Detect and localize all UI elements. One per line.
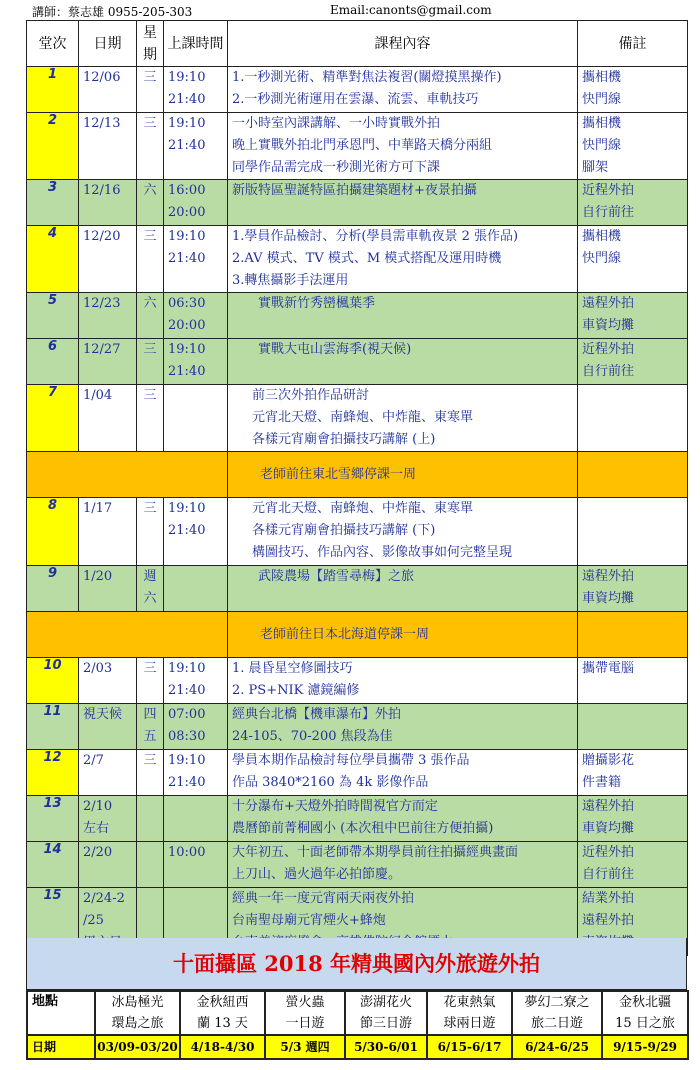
trip-destination-line: 球兩日遊 (443, 1016, 496, 1031)
lesson-date-line: 2/03 (83, 661, 113, 676)
lesson-note-line: 結業外拍 (582, 891, 635, 906)
lesson-content-line: 十分瀑布+天燈外拍時間視官方而定 (232, 799, 438, 814)
lesson-time-line: 19:10 (168, 70, 206, 85)
lesson-weekday (137, 339, 164, 385)
lesson-note (578, 180, 688, 226)
lesson-weekday (137, 293, 164, 339)
lesson-number: 1 (27, 67, 79, 113)
trip-date: 4/18-4/30 (180, 1035, 265, 1059)
trip-destination-line: 金秋北疆 (618, 995, 671, 1010)
lesson-note (578, 385, 688, 452)
lesson-note-line: 攜相機 (582, 116, 622, 131)
trip-date: 9/15-9/29 (602, 1035, 688, 1059)
lesson-content (228, 385, 578, 452)
lesson-date-line: 12/27 (83, 342, 121, 357)
trip-banner: 十面攝區 2018 年精典國內外旅遊外拍 (26, 938, 687, 990)
lesson-note (578, 566, 688, 612)
lesson-row (27, 842, 688, 888)
trip-date: 6/24-6/25 (512, 1035, 602, 1059)
lesson-content-line: 2. PS+NIK 濾鏡編修 (232, 683, 360, 698)
lesson-content-line: 一小時室內課講解、一小時實戰外拍 (232, 116, 441, 131)
lesson-note (578, 113, 688, 180)
cancel-notice-text: 老師前往東北雪鄉停課一周 (260, 466, 417, 482)
lesson-number: 7 (27, 385, 79, 452)
lesson-content-line: 元宵北天燈、南蜂炮、中炸龍、東寒單 (252, 410, 474, 425)
lesson-time-line: 10:00 (168, 845, 206, 860)
lesson-note-line: 快門線 (582, 92, 622, 107)
lesson-row (27, 67, 688, 113)
lesson-time-line: 19:10 (168, 753, 206, 768)
lesson-time (164, 293, 228, 339)
lesson-content-line: 作品 3840*2160 為 4k 影像作品 (232, 775, 429, 790)
lesson-date (79, 566, 137, 612)
trip-destination-line: 節三日游 (359, 1016, 412, 1031)
lesson-note-line: 遠程外拍 (582, 799, 635, 814)
lesson-content-line: 1. 晨昏星空修圖技巧 (232, 661, 353, 676)
lesson-date-line: 2/10 (83, 799, 113, 814)
lesson-row (27, 113, 688, 180)
cancel-notice-spacer (27, 612, 228, 658)
lesson-weekday-line: 三 (143, 116, 157, 131)
trip-destination-line: 一日遊 (285, 1016, 325, 1031)
trip-date: 03/09-03/20 (95, 1035, 180, 1059)
lesson-weekday (137, 704, 164, 750)
lesson-content-line: 學員本期作品檢討每位學員攜帶 3 張作品 (232, 753, 470, 768)
lesson-weekday (137, 113, 164, 180)
lesson-date-line: 1/04 (83, 388, 113, 403)
lesson-date (79, 113, 137, 180)
lesson-time (164, 842, 228, 888)
trip-destination (427, 991, 512, 1035)
lesson-weekday-line: 四 (143, 707, 157, 722)
lesson-content-line: 晚上實戰外拍北門承恩門、中華路天橋分兩組 (232, 138, 493, 153)
lesson-weekday-line: 三 (143, 342, 157, 357)
col-content-header: 課程內容 (228, 21, 578, 67)
trip-destination (95, 991, 180, 1035)
lesson-content-line: 構圖技巧、作品內容、影像故事如何完整呈現 (252, 545, 513, 560)
lesson-time-line: 19:10 (168, 229, 206, 244)
lesson-time-line: 16:00 (168, 183, 206, 198)
lesson-weekday-line: 三 (143, 501, 157, 516)
lesson-weekday-line: 六 (143, 183, 157, 198)
lesson-content-line: 同學作品需完成一秒測光術方可下課 (232, 160, 441, 175)
lesson-date (79, 339, 137, 385)
lesson-content (228, 704, 578, 750)
lesson-content (228, 226, 578, 293)
lesson-date (79, 704, 137, 750)
trip-destination-line: 環島之旅 (111, 1016, 164, 1031)
lesson-note-line: 快門線 (582, 138, 622, 153)
lesson-content (228, 67, 578, 113)
lesson-date (79, 226, 137, 293)
cancel-notice-spacer (27, 452, 228, 498)
lesson-content-line: 1.一秒測光術、精準對焦法複習(關燈摸黑操作) (232, 70, 502, 85)
trip-names-row (27, 991, 688, 1035)
lesson-note (578, 842, 688, 888)
lesson-time-line: 21:40 (168, 92, 206, 107)
trip-destination-line: 15 日之旅 (615, 1016, 675, 1031)
lesson-note-line: 近程外拍 (582, 845, 635, 860)
lesson-weekday (137, 226, 164, 293)
lesson-content-line: 實戰新竹秀巒楓葉季 (258, 296, 376, 311)
lesson-number: 8 (27, 498, 79, 566)
lesson-note (578, 750, 688, 796)
lesson-content-line: 武陵農場【踏雪尋梅】之旅 (258, 569, 415, 584)
col-weekday-header: 星期 (137, 21, 164, 67)
lesson-number: 11 (27, 704, 79, 750)
cancel-notice-row (27, 452, 688, 498)
trip-destination-line: 冰島極光 (111, 995, 164, 1010)
lesson-date-line: 12/06 (83, 70, 121, 85)
lesson-content (228, 796, 578, 842)
trip-date-label: 日期 (27, 1035, 95, 1059)
lesson-date (79, 385, 137, 452)
lesson-row (27, 658, 688, 704)
lesson-note-line: 近程外拍 (582, 183, 635, 198)
cancel-notice (228, 612, 578, 658)
trip-destination-line: 夢幻二寮之 (524, 995, 590, 1010)
cancel-notice-note (578, 612, 688, 658)
lesson-date-line: /25 (83, 913, 104, 928)
trip-destination-line: 花東熱氣 (443, 995, 496, 1010)
lesson-date (79, 796, 137, 842)
lesson-content-line: 前三次外拍作品研討 (252, 388, 370, 403)
lesson-note-line: 自行前往 (582, 364, 635, 379)
lesson-note-line: 自行前往 (582, 867, 635, 882)
lesson-content-line: 經典台北橋【機車瀑布】外拍 (232, 707, 402, 722)
lesson-time (164, 750, 228, 796)
lesson-number: 5 (27, 293, 79, 339)
trip-date: 6/15-6/17 (427, 1035, 512, 1059)
lesson-note (578, 67, 688, 113)
lesson-row (27, 704, 688, 750)
lesson-row (27, 293, 688, 339)
trip-destination (512, 991, 602, 1035)
lesson-time-line: 21:40 (168, 775, 206, 790)
lesson-time (164, 180, 228, 226)
lesson-number: 2 (27, 113, 79, 180)
lesson-date (79, 67, 137, 113)
trip-destination-line: 金秋紐西 (196, 995, 249, 1010)
trip-place-label: 地點 (27, 991, 95, 1035)
lesson-weekday-line: 六 (143, 296, 157, 311)
lesson-weekday-line: 三 (143, 388, 157, 403)
trip-destination-line: 蘭 13 天 (197, 1016, 248, 1031)
lesson-date (79, 180, 137, 226)
lesson-date (79, 498, 137, 566)
trip-destination-line: 螢火蟲 (285, 995, 325, 1010)
lesson-note (578, 226, 688, 293)
lesson-content (228, 498, 578, 566)
lesson-note-line: 件書籍 (582, 775, 622, 790)
lesson-content (228, 658, 578, 704)
lesson-row (27, 385, 688, 452)
lesson-time (164, 226, 228, 293)
lesson-weekday-line: 六 (143, 591, 157, 606)
lesson-weekday (137, 180, 164, 226)
lesson-content-line: 1.學員作品檢討、分析(學員需車軌夜景 2 張作品) (232, 229, 519, 244)
lesson-number: 13 (27, 796, 79, 842)
trip-date: 5/30-6/01 (345, 1035, 427, 1059)
lesson-time (164, 385, 228, 452)
lesson-note-line: 贈攝影花 (582, 753, 635, 768)
trip-destination (345, 991, 427, 1035)
lesson-weekday (137, 67, 164, 113)
lesson-date (79, 842, 137, 888)
lesson-number: 9 (27, 566, 79, 612)
lesson-time-line: 19:10 (168, 116, 206, 131)
lesson-time-line: 20:00 (168, 318, 206, 333)
lesson-note-line: 車資均攤 (582, 821, 635, 836)
lesson-time-line: 07:00 (168, 707, 206, 722)
lesson-weekday-line: 三 (143, 753, 157, 768)
lesson-date-line: 2/20 (83, 845, 113, 860)
lesson-note-line: 攜帶電腦 (582, 661, 635, 676)
lesson-date-line: 左右 (83, 821, 110, 836)
lesson-number: 6 (27, 339, 79, 385)
lesson-row (27, 339, 688, 385)
lesson-note-line: 腳架 (582, 160, 609, 175)
lesson-note-line: 近程外拍 (582, 342, 635, 357)
lesson-note-line: 自行前往 (582, 205, 635, 220)
lesson-time (164, 796, 228, 842)
lesson-note (578, 658, 688, 704)
lesson-content-line: 實戰大屯山雲海季(視天候) (258, 342, 412, 357)
lesson-time-line: 21:40 (168, 251, 206, 266)
lesson-time-line: 20:00 (168, 205, 206, 220)
email-contact: Email:canonts@gmail.com (330, 3, 492, 17)
lesson-time-line: 08:30 (168, 729, 206, 744)
lesson-note-line: 攜相機 (582, 70, 622, 85)
lesson-content-line: 24-105、70-200 焦段為佳 (232, 729, 393, 744)
cancel-notice-row (27, 612, 688, 658)
lesson-weekday-line: 三 (143, 661, 157, 676)
lesson-time (164, 658, 228, 704)
trip-destination (265, 991, 345, 1035)
page-header (0, 0, 700, 20)
cancel-notice-note (578, 452, 688, 498)
lesson-number: 3 (27, 180, 79, 226)
col-date-header: 日期 (79, 21, 137, 67)
lesson-content-line: 3.轉焦攝影手法運用 (232, 273, 349, 288)
lesson-time (164, 498, 228, 566)
lesson-note (578, 796, 688, 842)
lesson-date-line: 1/17 (83, 501, 113, 516)
lesson-date-line: 12/20 (83, 229, 121, 244)
lesson-time (164, 67, 228, 113)
lesson-time (164, 339, 228, 385)
lesson-content-line: 2.一秒測光術運用在雲瀑、流雲、車軌技巧 (232, 92, 479, 107)
lesson-content-line: 台南聖母廟元宵煙火+蜂炮 (232, 913, 386, 928)
lesson-content-line: 各樣元宵廟會拍攝技巧講解 (下) (252, 523, 436, 538)
lesson-time-line: 19:10 (168, 661, 206, 676)
lesson-row (27, 750, 688, 796)
lesson-note (578, 339, 688, 385)
lesson-note-line: 遠程外拍 (582, 296, 635, 311)
lesson-date-line: 2/7 (83, 753, 104, 768)
lesson-date-line: 視天候 (83, 707, 123, 722)
lesson-number: 14 (27, 842, 79, 888)
lesson-note-line: 攜相機 (582, 229, 622, 244)
lesson-weekday (137, 658, 164, 704)
lesson-weekday-line: 三 (143, 70, 157, 85)
lesson-weekday-line: 三 (143, 229, 157, 244)
schedule-table (26, 20, 688, 956)
trip-date: 5/3 週四 (265, 1035, 345, 1059)
lesson-content-line: 元宵北天燈、南蜂炮、中炸龍、東寒單 (252, 501, 474, 516)
lesson-time-line: 21:40 (168, 138, 206, 153)
lesson-date-line: 12/16 (83, 183, 121, 198)
lesson-time-line: 21:40 (168, 523, 206, 538)
lesson-note-line: 車資均攤 (582, 318, 635, 333)
lesson-content (228, 566, 578, 612)
lesson-time-line: 21:40 (168, 683, 206, 698)
lesson-time (164, 113, 228, 180)
lesson-time-line: 21:40 (168, 364, 206, 379)
cancel-notice-text: 老師前往日本北海道停課一周 (260, 626, 430, 642)
lesson-weekday-line: 五 (143, 729, 157, 744)
trip-table (26, 990, 689, 1060)
lesson-row (27, 498, 688, 566)
lesson-weekday-line: 週 (143, 569, 157, 584)
lesson-note (578, 293, 688, 339)
lesson-content-line: 經典一年一度元宵兩天兩夜外拍 (232, 891, 415, 906)
trip-destination (602, 991, 688, 1035)
lesson-date-line: 1/20 (83, 569, 113, 584)
lesson-content (228, 293, 578, 339)
lesson-row (27, 566, 688, 612)
col-note-header: 備註 (578, 21, 688, 67)
lesson-note-line: 遠程外拍 (582, 913, 635, 928)
lesson-date-line: 12/13 (83, 116, 121, 131)
lesson-content (228, 113, 578, 180)
lesson-time (164, 704, 228, 750)
lesson-content-line: 農曆節前菁桐國小 (本次租中巴前往方便拍攝) (232, 821, 494, 836)
teacher-contact: 講師：蔡志雄 0955-205-303 (32, 5, 193, 19)
lesson-content-line: 新版特區聖誕特區拍攝建築題材+夜景拍攝 (232, 183, 477, 198)
trip-destination (180, 991, 265, 1035)
lesson-weekday (137, 385, 164, 452)
lesson-content (228, 750, 578, 796)
lesson-time-line: 06:30 (168, 296, 206, 311)
lesson-content-line: 各樣元宵廟會拍攝技巧講解 (上) (252, 432, 436, 447)
lesson-row (27, 180, 688, 226)
lesson-note-line: 車資均攤 (582, 591, 635, 606)
lesson-time-line: 19:10 (168, 501, 206, 516)
lesson-date-line: 12/23 (83, 296, 121, 311)
lesson-note-line: 快門線 (582, 251, 622, 266)
lesson-note-line: 遠程外拍 (582, 569, 635, 584)
col-lesson-header: 堂次 (27, 21, 79, 67)
lesson-date-line: 2/24-2 (83, 891, 125, 906)
cancel-notice (228, 452, 578, 498)
lesson-weekday (137, 796, 164, 842)
col-time-header: 上課時間 (164, 21, 228, 67)
lesson-content (228, 180, 578, 226)
lesson-number: 15 (27, 888, 79, 956)
lesson-number: 10 (27, 658, 79, 704)
lesson-content-line: 2.AV 模式、TV 模式、M 模式搭配及運用時機 (232, 251, 502, 266)
schedule-body (27, 67, 688, 956)
lesson-content (228, 842, 578, 888)
lesson-weekday (137, 498, 164, 566)
lesson-note (578, 498, 688, 566)
lesson-date (79, 750, 137, 796)
trip-destination-line: 旅二日遊 (530, 1016, 583, 1031)
lesson-content-line: 大年初五、十面老師帶本期學員前往拍攝經典畫面 (232, 845, 519, 860)
lesson-weekday (137, 750, 164, 796)
lesson-weekday (137, 842, 164, 888)
schedule-header-row (27, 21, 688, 67)
trip-dates-row (27, 1035, 688, 1059)
lesson-row (27, 796, 688, 842)
trip-destination-line: 澎湖花火 (359, 995, 412, 1010)
lesson-number: 4 (27, 226, 79, 293)
lesson-date (79, 293, 137, 339)
lesson-time (164, 566, 228, 612)
lesson-weekday (137, 566, 164, 612)
lesson-content-line: 上刀山、過火過年必拍節慶。 (232, 867, 402, 882)
lesson-note (578, 704, 688, 750)
lesson-number: 12 (27, 750, 79, 796)
lesson-time-line: 19:10 (168, 342, 206, 357)
lesson-row (27, 226, 688, 293)
lesson-content (228, 339, 578, 385)
lesson-date (79, 658, 137, 704)
